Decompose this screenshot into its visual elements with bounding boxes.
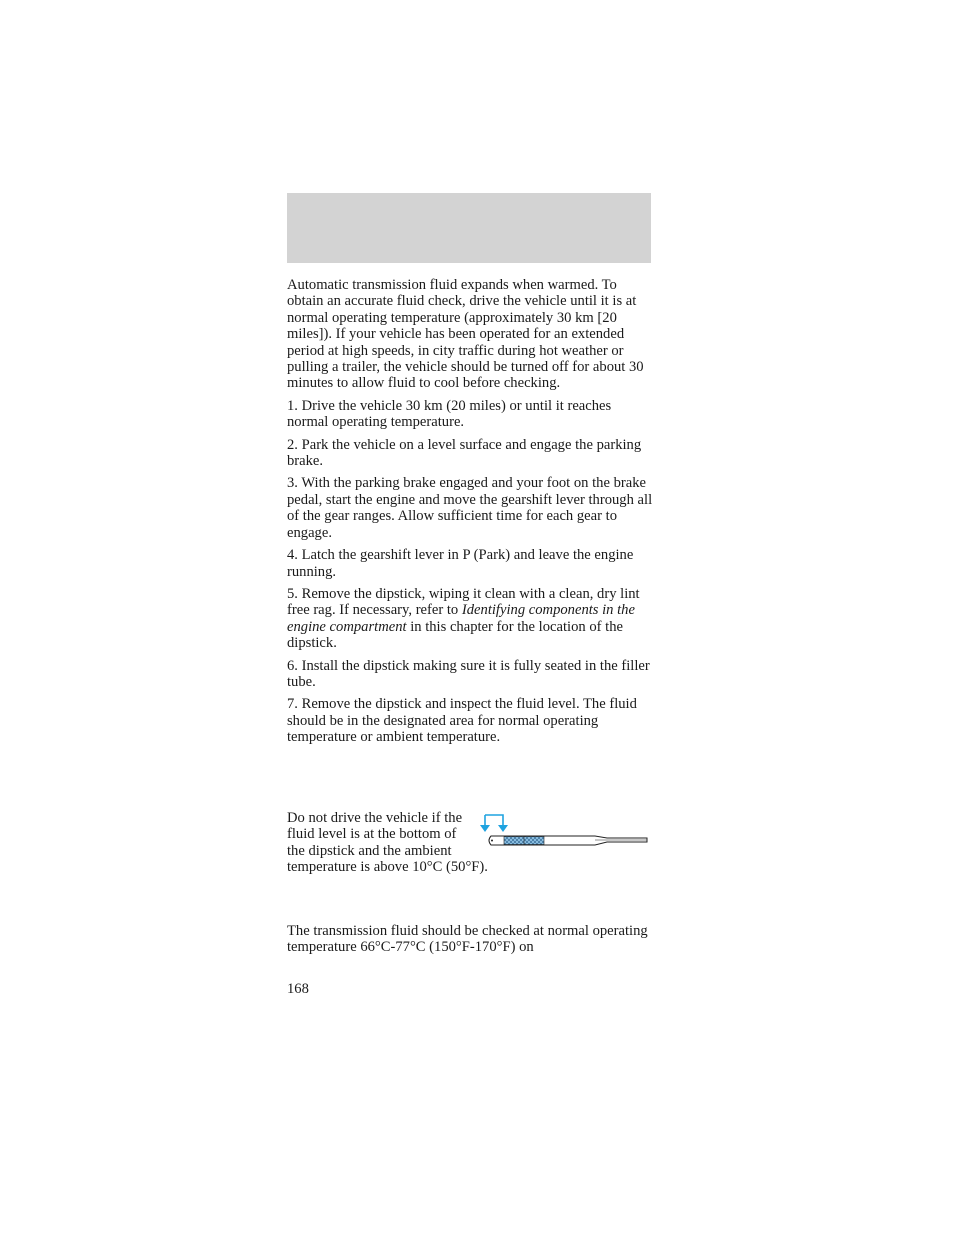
step-5-reference: Identifying components in the engine compartment [287,602,635,635]
section-header-band [287,193,651,263]
step-2: 2. Park the vehicle on a level surface and engage the parking brake. [287,436,642,470]
step-4: 4. Latch the gearshift lever in P (Park) and leave the engine running. [287,547,634,580]
intro-paragraph: Automatic transmission fluid expands when warmed. To obtain an accurate fluid check, drive the vehicle until it is at normal operating temperature (approximately 30 km [20 miles]). If your vehicle has been operated for an extended period at high speeds, in city traffic during hot weather or pulling a trailer, the vehicle should be turned off for about 30 minutes to allow fluid to cool before checking. [287,277,644,392]
after-paragraph-block [287,923,655,956]
page-number: 168 [287,981,309,997]
dipstick-icon [479,810,655,856]
step-5-text: 5. Remove the dipstick, wiping it clean with a clean, dry lint free rag. If necessary, refer to [287,585,640,619]
step-1: 1. Drive the vehicle 30 km (20 miles) or until it reaches normal operating temperature. [287,397,612,431]
step-7: 7. Remove the dipstick and inspect the fluid level. The fluid should be in the designated area for normal operating temperature or ambient temperature. [287,696,637,746]
step-5 [287,586,655,652]
step-5-text-end: in this chapter for the location of the dipstick. [287,618,623,652]
check-temperature-paragraph: The transmission fluid should be checked at normal operating temperature 66°C-77°C (150°F-170°F) on [287,923,648,956]
dipstick-warning-text: Do not drive the vehicle if the fluid level is at the bottom of the dipstick and the ambient temperature is above 10°C (50°F). [287,810,488,876]
dipstick-warning-block [287,810,655,876]
step-6: 6. Install the dipstick making sure it is fully seated in the filler tube. [287,657,650,690]
main-content [287,277,655,752]
step-3: 3. With the parking brake engaged and your foot on the brake pedal, start the engine and move the gearshift lever through all of the gear ranges. Allow sufficient time for each gear to engage. [287,475,653,541]
